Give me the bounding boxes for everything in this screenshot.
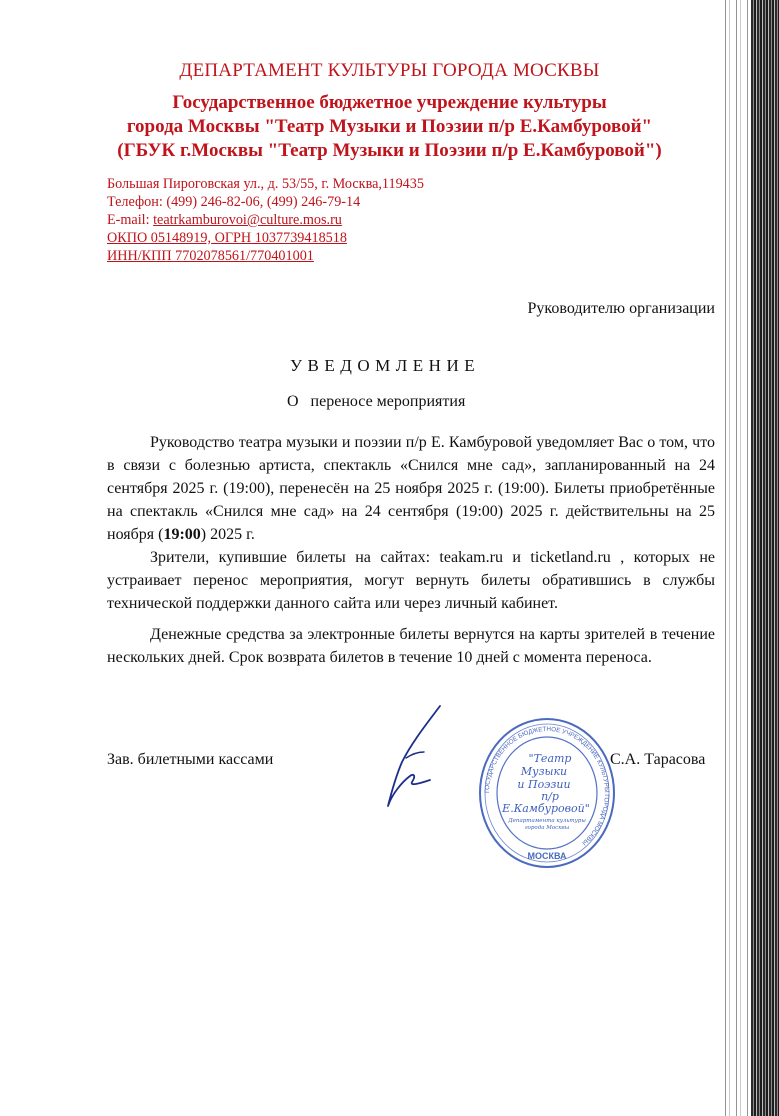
- body-paragraph-2: Зрители, купившие билеты на сайтах: teakam.ru и ticketland.ru , которых не устраивает перенос мероприятия, могут вернуть билеты обратившись в службы технической поддержки данного сайта или через личный кабинет.: [107, 549, 715, 613]
- contact-phone: Телефон: (499) 246-82-06, (499) 246-79-14: [107, 194, 361, 210]
- signatory-role: Зав. билетными кассами: [107, 751, 274, 768]
- stamp-text-line-1: "Театр: [528, 752, 572, 765]
- contact-email-row: [107, 211, 342, 229]
- stamp-ring-text: ГОСУДАРСТВЕННОЕ БЮДЖЕТНОЕ УЧРЕЖДЕНИЕ КУЛЬТУРЫ ГОРОДА МОСКВЫ: [483, 725, 611, 847]
- department-title: ДЕПАРТАМЕНТ КУЛЬТУРЫ ГОРОДА МОСКВЫ: [179, 60, 600, 81]
- notice-title: УВЕДОМЛЕНИЕ: [290, 356, 481, 375]
- org-name-line-1: Государственное бюджетное учреждение культуры: [172, 92, 607, 113]
- official-stamp: [478, 716, 616, 870]
- contact-okpo: ОКПО 05148919, ОГРН 1037739418518: [107, 230, 347, 246]
- stamp-bottom-text: МОСКВА: [527, 851, 567, 861]
- paragraph-1-bold-time: 19:00: [163, 526, 201, 544]
- contact-email-label: E-mail:: [107, 212, 154, 228]
- stamp-text-line-3: и Поэзии: [517, 778, 571, 791]
- contact-inn: ИНН/КПП 7702078561/770401001: [107, 248, 314, 264]
- scan-edge-border: [751, 0, 779, 1116]
- signatory-name: С.А. Тарасова: [610, 751, 706, 768]
- stamp-text-line-2: Музыки: [520, 765, 568, 778]
- stamp-text-line-5: Е.Камбуровой": [502, 802, 590, 815]
- contact-address: Большая Пироговская ул., д. 53/55, г. Москва,119435: [107, 176, 424, 192]
- org-name-line-3: (ГБУК г.Москвы "Театр Музыки и Поэзии п/р Е.Камбуровой"): [117, 140, 662, 161]
- stamp-sub-line-2: города Москвы: [524, 825, 570, 831]
- body-paragraph-3: Денежные средства за электронные билеты вернутся на карты зрителей в течение нескольких дней. Срок возврата билетов в течение 10 дней с момента переноса.: [107, 626, 715, 667]
- paragraph-1-text-a: Руководство театра музыки и поэзии п/р Е. Камбуровой уведомляет Вас о том, что в связи с болезнью артиста, спектакль «Снился мне сад», запланированный на 24 сентября 2025 г. (19:00), перенесён на 25 ноября 2025 г. (19:00). Билеты приобретённые на спектакль «Снился мне сад» на 24 сентября (19:00) 2025 г. действительны на 25 ноября (: [107, 434, 715, 544]
- handwritten-signature: [378, 702, 448, 812]
- stamp-sub-line-1: Департамента культуры: [508, 818, 586, 824]
- notice-subject: О переносе мероприятия: [287, 393, 466, 410]
- stamp-text-line-4: п/р: [541, 790, 559, 803]
- paragraph-1-text-b: ) 2025 г.: [200, 526, 255, 544]
- recipient-line: Руководителю организации: [527, 300, 715, 317]
- org-name-line-2: города Москвы "Театр Музыки и Поэзии п/р Е.Камбуровой": [126, 116, 653, 137]
- contact-email-link[interactable]: teatrkamburovoi@culture.mos.ru: [153, 212, 342, 228]
- body-paragraph-1: [107, 431, 715, 546]
